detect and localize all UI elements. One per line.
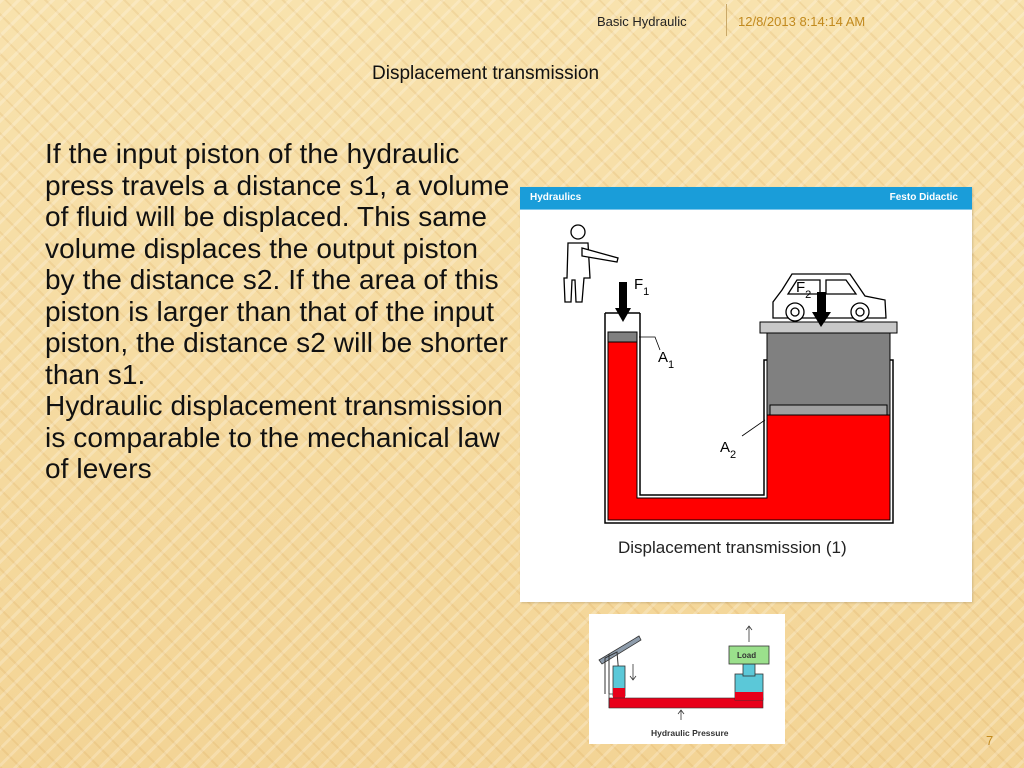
figure2-caption: Hydraulic Pressure	[651, 728, 729, 738]
label-a1: $A_1$	[658, 349, 675, 371]
label-f2: $F_2$	[796, 279, 812, 301]
load-label: Load	[737, 651, 757, 660]
output-piston	[767, 333, 890, 415]
presentation-title: Basic Hydraulic	[597, 14, 687, 29]
slide-subtitle: Displacement transmission	[372, 63, 600, 84]
label-a2: $A_2$	[720, 439, 737, 461]
slide-header	[0, 0, 1024, 40]
presentation-date: 12/8/2013 8:14:14 AM	[738, 14, 866, 29]
header-divider	[726, 4, 727, 36]
figure-header-left: Hydraulics	[530, 192, 582, 203]
body-paragraph-1: If the input piston of the hydraulic press travels a distance s1, a volume of fluid will be displaced. This same volume displaces the output piston by the distance s2. If the area of this piston is larger than that of the input piston, the distance s2 will be shorter than s1.	[45, 138, 510, 390]
hydraulic-pressure-figure	[589, 614, 785, 744]
output-piston-plate	[760, 322, 897, 333]
hydraulic-pressure-diagram	[589, 614, 785, 724]
person-icon	[564, 225, 618, 302]
slide-body-text	[45, 138, 515, 485]
body-paragraph-2: Hydraulic displacement transmission is comparable to the mechanical law of levers	[45, 390, 503, 484]
hydraulic-press-diagram	[520, 210, 972, 530]
page-number: 7	[986, 733, 994, 748]
label-f1: $F_1$	[634, 276, 650, 298]
displacement-transmission-figure	[520, 187, 972, 602]
figure-caption: Displacement transmission (1)	[618, 538, 847, 557]
figure-header-bar	[520, 187, 972, 209]
force-arrow-f1	[615, 282, 631, 322]
figure-header-right: Festo Didactic	[889, 192, 958, 203]
input-piston	[608, 332, 637, 342]
